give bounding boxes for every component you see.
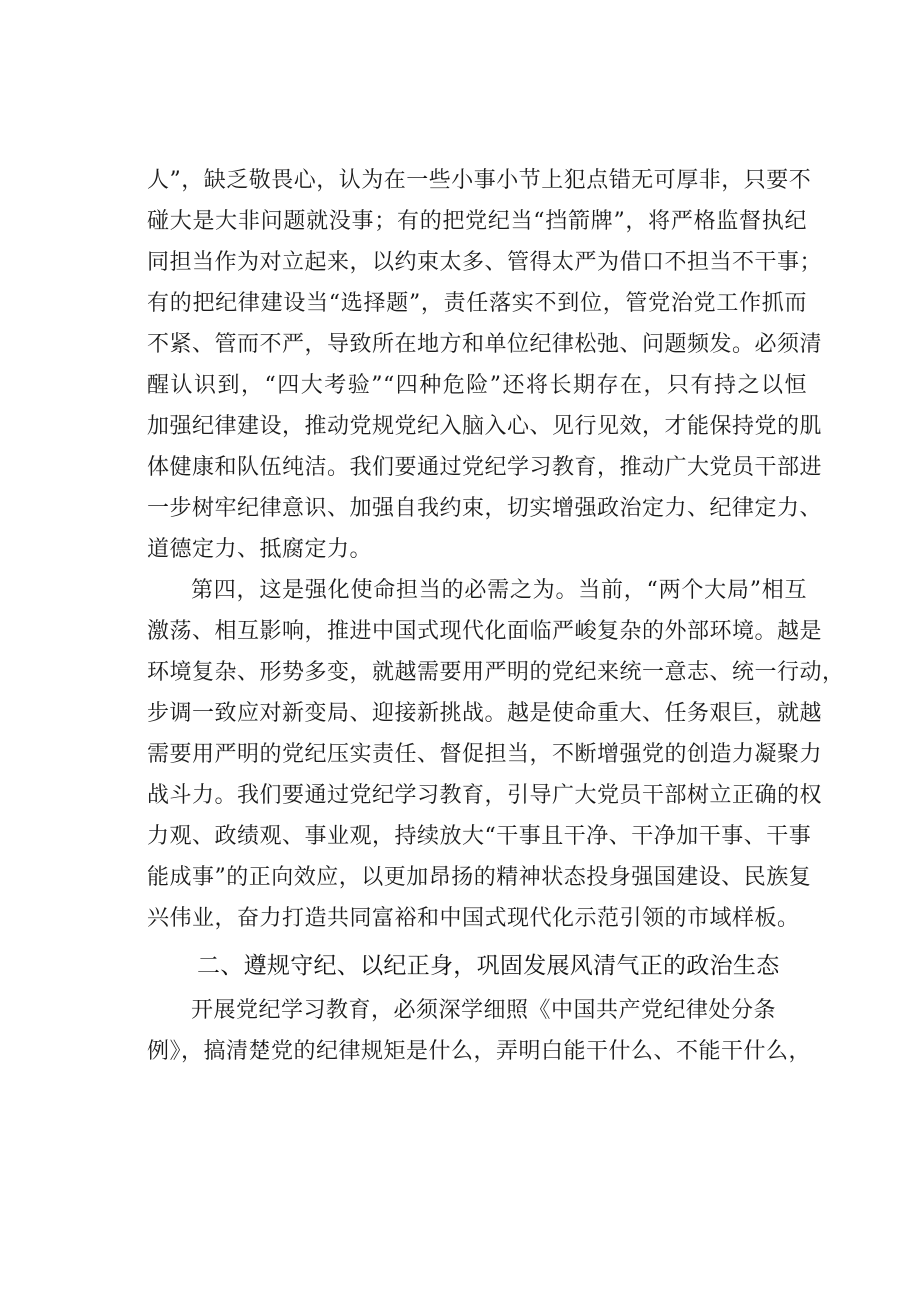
paragraph-line: 有的把纪律建设当“选择题”，责任落实不到位，管党治党工作抓而 — [147, 291, 807, 316]
paragraph-line: 步调一致应对新变局、迎接新挑战。越是使命重大、任务艰巨，就越 — [147, 701, 823, 726]
paragraph-line: 兴伟业，奋力打造共同富裕和中国式现代化示范引领的市域样板。 — [147, 906, 800, 931]
paragraph-line: 同担当作为对立起来，以约束太多、管得太严为借口不担当不干事； — [147, 250, 823, 275]
paragraph-line: 环境复杂、形势多变，就越需要用严明的党纪来统一意志、统一行动， — [147, 660, 845, 685]
paragraph-line: 力观、政绩观、事业观，持续放大“干事且干净、干净加干事、干事 — [147, 824, 812, 849]
paragraph-line: 体健康和队伍纯洁。我们要通过党纪学习教育，推动广大党员干部进 — [147, 455, 823, 480]
paragraph-line: 例》，搞清楚党的纪律规矩是什么，弄明白能干什么、不能干什么， — [147, 1039, 812, 1064]
paragraph-line: 战斗力。我们要通过党纪学习教育，引导广大党员干部树立正确的权 — [147, 783, 823, 808]
section-heading: 二、遵规守纪、以纪正身，巩固发展风清气正的政治生态 — [197, 953, 780, 979]
paragraph-line: 能成事”的正向效应，以更加昂扬的精神状态投身强国建设、民族复 — [147, 865, 812, 890]
paragraph-line: 醒认识到，“四大考验”“四种危险”还将长期存在，只有持之以恒 — [147, 373, 807, 398]
paragraph-line: 第四，这是强化使命担当的必需之为。当前，“两个大局”相互 — [191, 578, 807, 603]
paragraph-line: 一步树牢纪律意识、加强自我约束，切实增强政治定力、纪律定力、 — [147, 496, 823, 521]
paragraph-line: 激荡、相互影响，推进中国式现代化面临严峻复杂的外部环境。越是 — [147, 619, 823, 644]
paragraph-line: 道德定力、抵腐定力。 — [147, 537, 373, 562]
paragraph-line: 人”，缺乏敬畏心，认为在一些小事小节上犯点错无可厚非，只要不 — [147, 168, 812, 193]
paragraph-line: 加强纪律建设，推动党规党纪入脑入心、见行见效，才能保持党的肌 — [147, 414, 823, 439]
paragraph-line: 碰大是大非问题就没事；有的把党纪当“挡箭牌”，将严格监督执纪 — [147, 209, 807, 234]
paragraph-line: 不紧、管而不严，导致所在地方和单位纪律松弛、问题频发。必须清 — [147, 332, 823, 357]
paragraph-line: 开展党纪学习教育，必须深学细照《中国共产党纪律处分条 — [191, 998, 777, 1023]
paragraph-line: 需要用严明的党纪压实责任、督促担当，不断增强党的创造力凝聚力 — [147, 742, 823, 767]
